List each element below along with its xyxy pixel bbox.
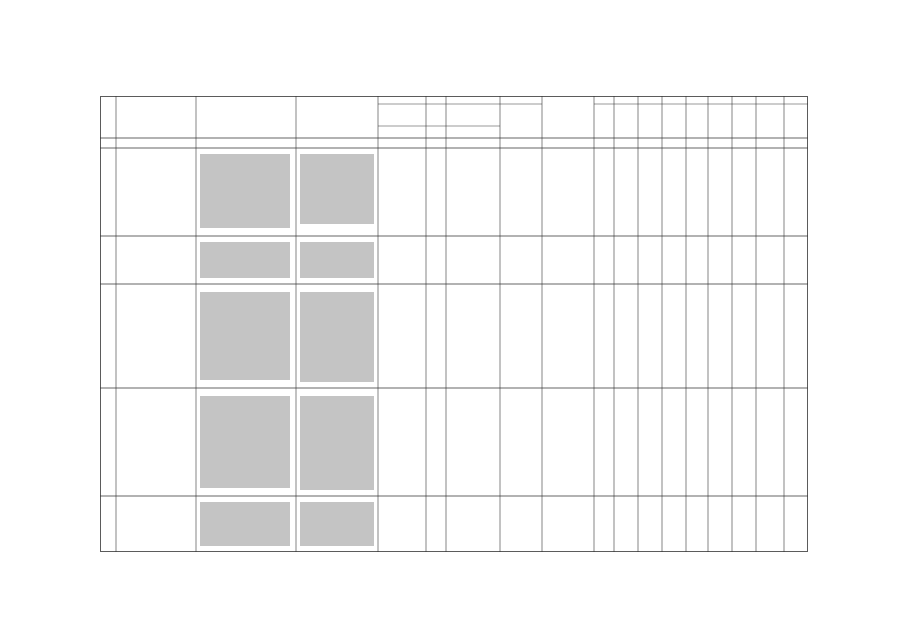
data-table [100, 96, 808, 552]
table-grid [100, 96, 808, 552]
